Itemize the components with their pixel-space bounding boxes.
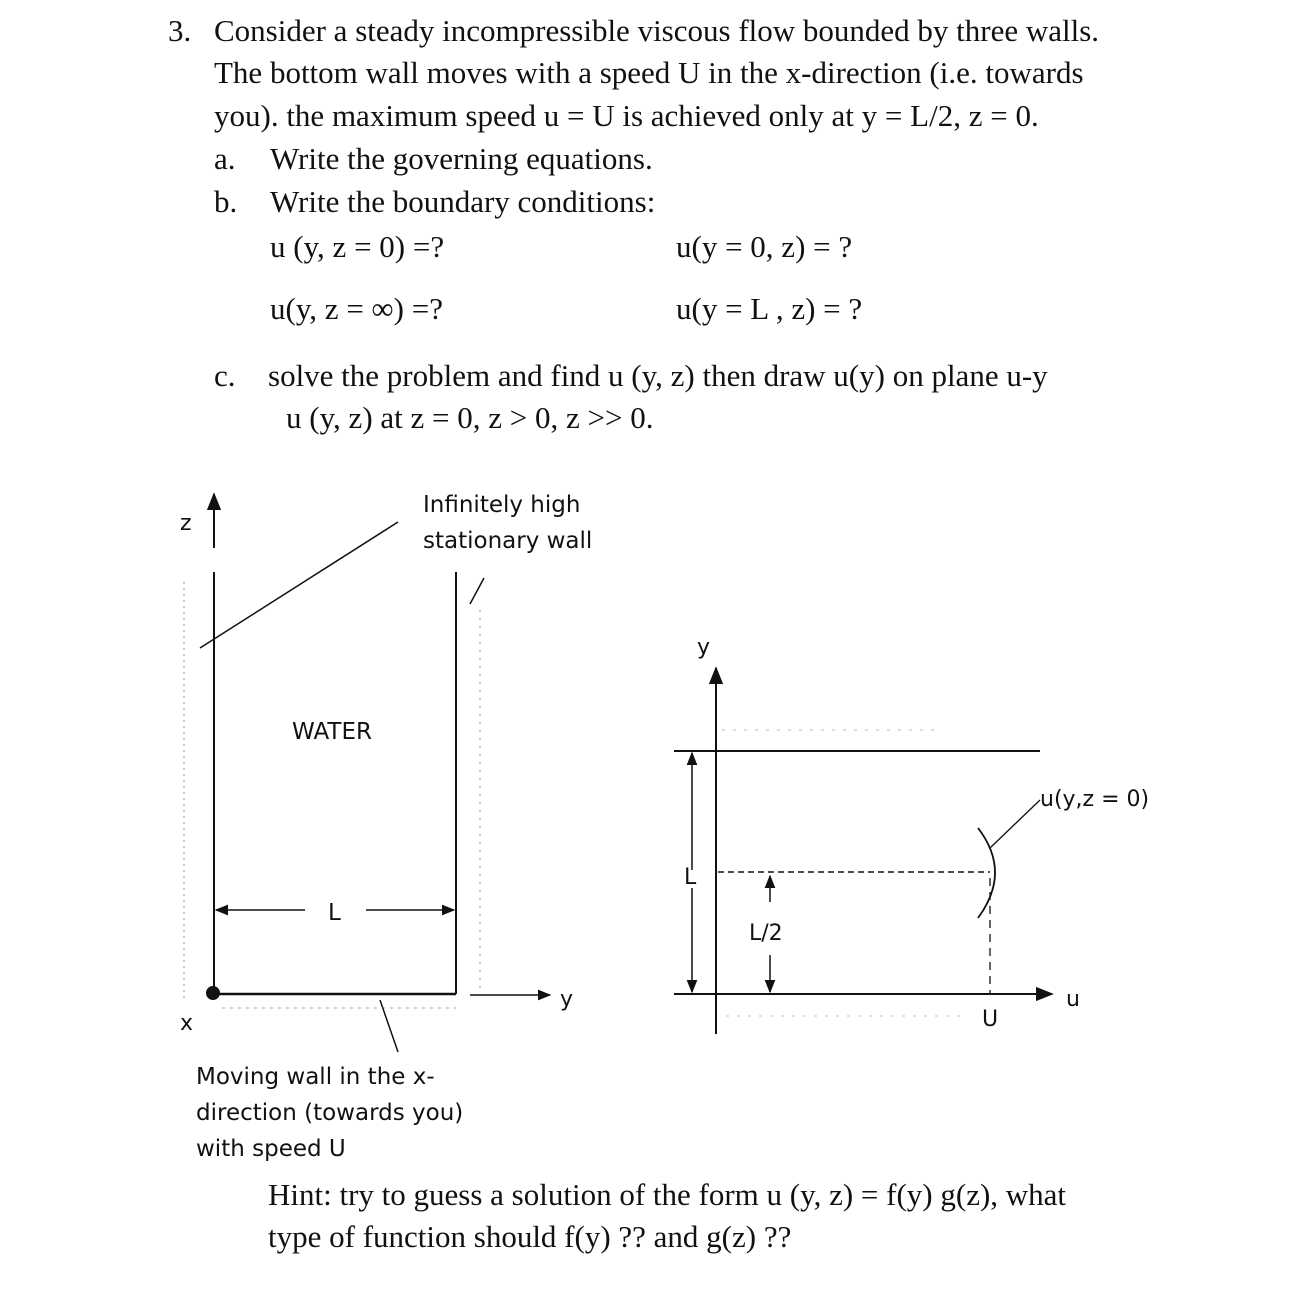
boundary-condition-3: u(y, z = ∞) =? xyxy=(270,291,443,326)
profile-y-label: y xyxy=(697,635,711,660)
moving-wall-line-2: direction (towards you) xyxy=(196,1100,464,1126)
half-height-label: L/2 xyxy=(749,921,783,946)
speed-tick-label: U xyxy=(982,1007,999,1032)
boundary-condition-4: u(y = L , z) = ? xyxy=(676,291,863,326)
part-a-label: a. xyxy=(214,141,236,176)
wall-label-line-1: Infinitely high xyxy=(423,492,581,518)
width-label: L xyxy=(328,900,341,926)
height-label: L xyxy=(684,865,697,890)
moving-wall-line-1: Moving wall in the x- xyxy=(196,1064,435,1090)
part-c-label: c. xyxy=(214,358,236,393)
part-b-text: Write the boundary conditions: xyxy=(270,184,656,219)
problem-number: 3. xyxy=(168,13,192,48)
wall-label-leader xyxy=(200,522,398,648)
origin-dot xyxy=(206,986,220,1000)
part-c-line-2: u (y, z) at z = 0, z > 0, z >> 0. xyxy=(286,400,654,435)
x-axis-label: x xyxy=(180,1011,194,1036)
profile-label-leader xyxy=(990,800,1040,848)
intro-line-3: you). the maximum speed u = U is achieved only at y = L/2, z = 0. xyxy=(214,98,1039,133)
profile-label: u(y,z = 0) xyxy=(1040,787,1150,812)
part-c-line-1: solve the problem and find u (y, z) then draw u(y) on plane u-y xyxy=(268,358,1048,393)
boundary-condition-1: u (y, z = 0) =? xyxy=(270,229,445,264)
wall-label-line-2: stationary wall xyxy=(423,528,593,554)
moving-wall-leader xyxy=(380,1000,398,1052)
water-label: WATER xyxy=(292,719,372,745)
part-a-text: Write the governing equations. xyxy=(270,141,653,176)
moving-wall-line-3: with speed U xyxy=(196,1136,346,1162)
velocity-profile-diagram xyxy=(674,635,1149,1034)
channel-diagram xyxy=(180,492,592,1162)
profile-u-label: u xyxy=(1066,987,1080,1012)
z-axis-label: z xyxy=(180,511,192,536)
right-wall-tick xyxy=(470,578,484,604)
y-axis-label: y xyxy=(560,987,574,1012)
hint-line-2: type of function should f(y) ?? and g(z) ?? xyxy=(268,1219,792,1254)
velocity-profile-curve xyxy=(978,828,995,918)
boundary-condition-2: u(y = 0, z) = ? xyxy=(676,229,853,264)
part-b-label: b. xyxy=(214,184,238,219)
intro-line-1: Consider a steady incompressible viscous flow bounded by three walls. xyxy=(214,13,1100,48)
hint-line-1: Hint: try to guess a solution of the form u (y, z) = f(y) g(z), what xyxy=(268,1177,1067,1212)
intro-line-2: The bottom wall moves with a speed U in the x-direction (i.e. towards xyxy=(214,55,1084,90)
